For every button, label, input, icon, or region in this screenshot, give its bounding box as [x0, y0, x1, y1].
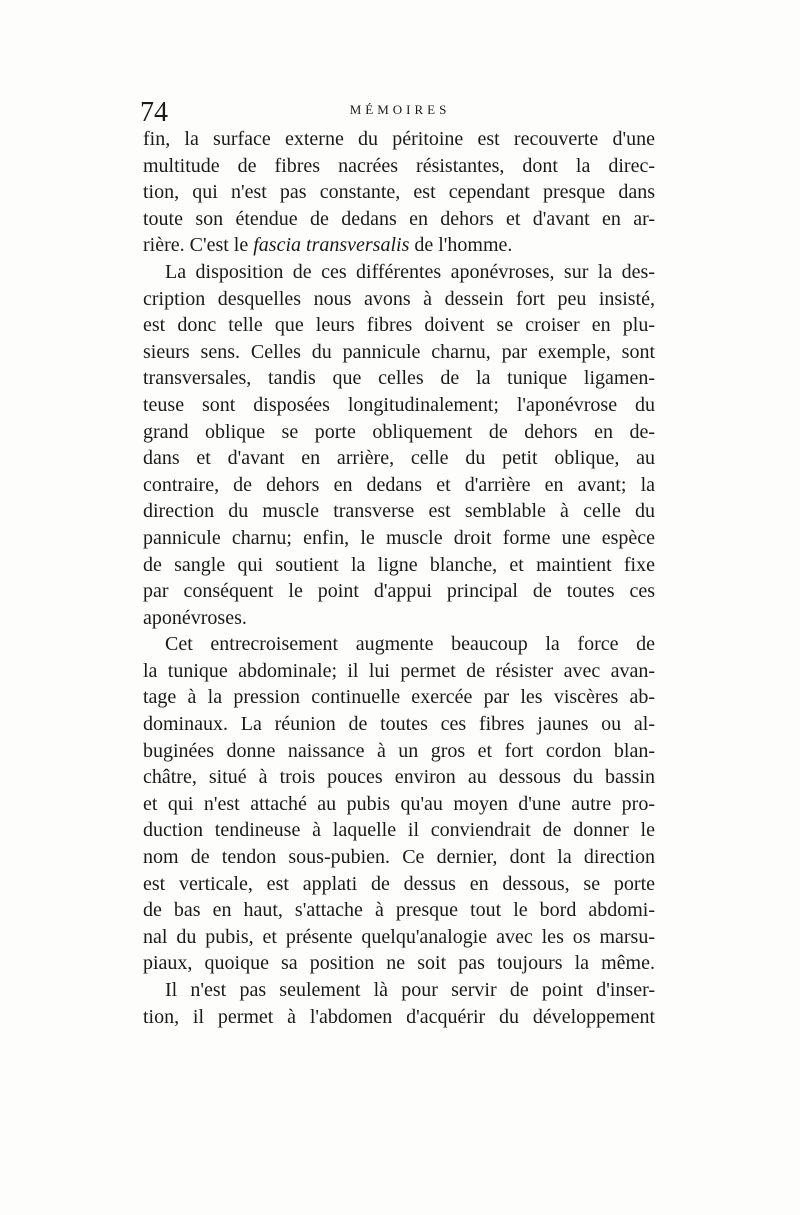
- text-line: est donc telle que leurs fibres doivent se croiser en plu-: [143, 314, 655, 337]
- paragraph-start-line: La disposition de ces différentes aponévroses, sur la des-: [165, 260, 655, 283]
- text-line: châtre, situé à trois pouces environ au dessous du bassin: [143, 766, 655, 789]
- text-line: piaux, quoique sa position ne soit pas toujours la même.: [143, 952, 655, 975]
- text-line: dans et d'avant en arrière, celle du petit oblique, au: [143, 447, 655, 470]
- text-line: tage à la pression continuelle exercée par les viscères ab-: [143, 686, 655, 709]
- text-line: teuse sont disposées longitudinalement; l'aponévrose du: [143, 393, 655, 416]
- text-line: contraire, de dehors en dedans et d'arrière en avant; la: [143, 473, 655, 496]
- text-line: multitude de fibres nacrées résistantes, dont la direc-: [143, 154, 655, 177]
- text-line: sieurs sens. Celles du pannicule charnu, par exemple, sont: [143, 340, 655, 363]
- text-line: buginées donne naissance à un gros et fort cordon blan-: [143, 739, 655, 762]
- line-start: rière. C'est le: [143, 234, 249, 257]
- text-line: tion, il permet à l'abdomen d'acquérir du développement: [143, 1005, 655, 1028]
- paragraph-start-line: Il n'est pas seulement là pour servir de point d'inser-: [165, 979, 655, 1001]
- line-end: de l'homme.: [409, 234, 513, 257]
- text-line: direction du muscle transverse est semblable à celle du: [143, 500, 655, 523]
- running-head: [140, 96, 660, 130]
- running-title: MÉMOIRES: [349, 102, 451, 117]
- text-line: par conséquent le point d'appui principal de toutes ces: [143, 580, 655, 603]
- text-line: de sangle qui soutient la ligne blanche, et maintient fixe: [143, 553, 655, 576]
- text-line: de bas en haut, s'attache à presque tout le bord abdomi-: [143, 899, 655, 922]
- text-line: aponévroses.: [143, 606, 247, 629]
- body-text: [143, 126, 655, 1030]
- page-number: 74: [140, 97, 168, 128]
- text-line: cription desquelles nous avons à dessein fort peu insisté,: [143, 287, 655, 310]
- text-line: transversales, tandis que celles de la tunique ligamen-: [143, 367, 655, 390]
- italic-term: fascia transversalis: [253, 234, 410, 257]
- text-line: nal du pubis, et présente quelqu'analogie avec les os marsu-: [143, 925, 655, 948]
- text-line: dominaux. La réunion de toutes ces fibres jaunes ou al-: [143, 713, 655, 736]
- text-line: nom de tendon sous-pubien. Ce dernier, dont la direction: [143, 846, 655, 869]
- text-line: tion, qui n'est pas constante, est cependant presque dans: [143, 181, 655, 204]
- text-line: la tunique abdominale; il lui permet de résister avec avan-: [143, 659, 655, 682]
- text-line: et qui n'est attaché au pubis qu'au moyen d'une autre pro-: [143, 792, 655, 815]
- text-line: toute son étendue de dedans en dehors et d'avant en ar-: [143, 207, 655, 230]
- text-line: fin, la surface externe du péritoine est recouverte d'une: [143, 128, 655, 150]
- text-line: pannicule charnu; enfin, le muscle droit forme une espèce: [143, 526, 655, 549]
- text-line: [143, 232, 655, 259]
- text-line: grand oblique se porte obliquement de dehors en de-: [143, 420, 655, 443]
- paragraph-start-line: Cet entrecroisement augmente beaucoup la force de: [165, 633, 655, 656]
- text-line: duction tendineuse à laquelle il conviendrait de donner le: [143, 819, 655, 842]
- text-line: est verticale, est applati de dessus en dessous, se porte: [143, 872, 655, 895]
